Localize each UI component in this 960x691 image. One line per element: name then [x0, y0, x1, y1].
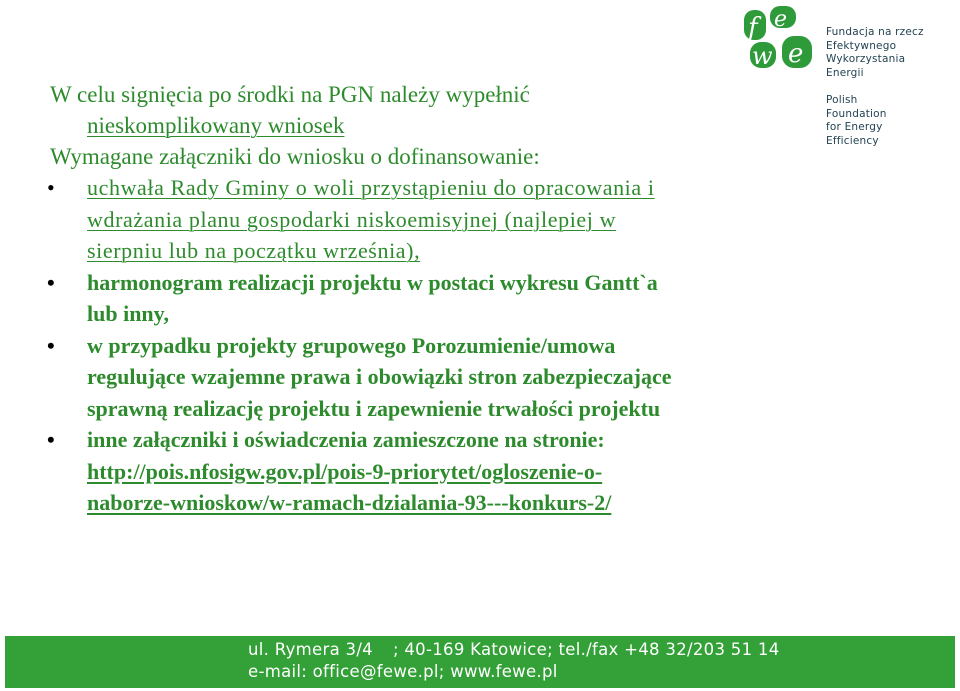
bullet-item-4: [47, 424, 810, 519]
bullet-item-1: [47, 172, 810, 267]
heading-underlined: nieskomplikowany wniosek: [87, 113, 345, 138]
footer-city-phone: ; 40-169 Katowice; tel./fax +48 32/203 51 14: [392, 640, 780, 659]
pois-link-line-1[interactable]: http://pois.nfosigw.gov.pl/pois-9-priorytet/ogloszenie-o-: [87, 458, 603, 484]
bullet-item-2: [47, 267, 810, 330]
footer-contact: e-mail: office@fewe.pl; www.fewe.pl: [248, 662, 558, 681]
bullet-3-line: w przypadku projekty grupowego Porozumienie/umowa: [87, 332, 616, 358]
bullet-item-3: [47, 330, 810, 425]
footer-street: ul. Rymera 3/4: [248, 640, 373, 659]
bullet-icon: •: [47, 332, 55, 358]
slide-content: [47, 79, 810, 519]
logo-line: Efektywnego: [826, 39, 897, 52]
bullet-2-line: harmonogram realizacji projektu w postaci wykresu Gantt`a: [87, 269, 658, 295]
logo-line: Wykorzystania: [826, 53, 906, 65]
bullet-1-line: uchwała Rady Gminy o woli przystąpieniu do opracowania i: [87, 175, 655, 200]
logo-line-en: for Energy: [826, 121, 883, 133]
bullet-1-line: wdrażania planu gospodarki niskoemisyjnej (najlepiej w: [87, 206, 617, 232]
footer-bar: [5, 636, 955, 688]
svg-text:e: e: [788, 39, 804, 69]
subheading: Wymagane załączniki do wniosku o dofinansowanie:: [50, 144, 540, 169]
logo-line: Fundacja na rzecz: [826, 26, 924, 38]
logo-line-en: Efficiency: [826, 134, 879, 147]
bullet-icon: •: [47, 427, 55, 452]
pois-link-line-2[interactable]: naborze-wnioskow/w-ramach-dzialania-93---konkurs-2/: [87, 490, 612, 515]
bullet-2-line: lub inny,: [87, 301, 169, 326]
bullet-4-line: inne załączniki i oświadczenia zamieszczone na stronie:: [87, 427, 605, 452]
heading-line-1: W celu signięcia po środki na PGN należy wypełnić: [50, 82, 530, 107]
svg-text:e: e: [774, 7, 788, 32]
bullet-1-line: sierpniu lub na początku września),: [87, 238, 421, 263]
bullet-icon: •: [47, 175, 55, 200]
footer-address: [248, 640, 780, 659]
bullet-3-line: regulujące wzajemne prawa i obowiązki stron zabezpieczające: [87, 364, 672, 389]
svg-text:w: w: [752, 42, 773, 70]
logo-line-en: Polish: [826, 94, 858, 106]
logo-line: Energii: [826, 66, 864, 79]
logo-text: [826, 26, 924, 148]
bullet-3-line: sprawną realizację projektu i zapewnienie trwałości projektu: [87, 395, 661, 421]
fewe-logo-mark: [740, 0, 822, 82]
svg-text:f: f: [748, 13, 758, 43]
heading-line-2: [50, 110, 810, 141]
logo-line-en: Foundation: [826, 107, 887, 120]
bullet-icon: •: [47, 269, 55, 295]
